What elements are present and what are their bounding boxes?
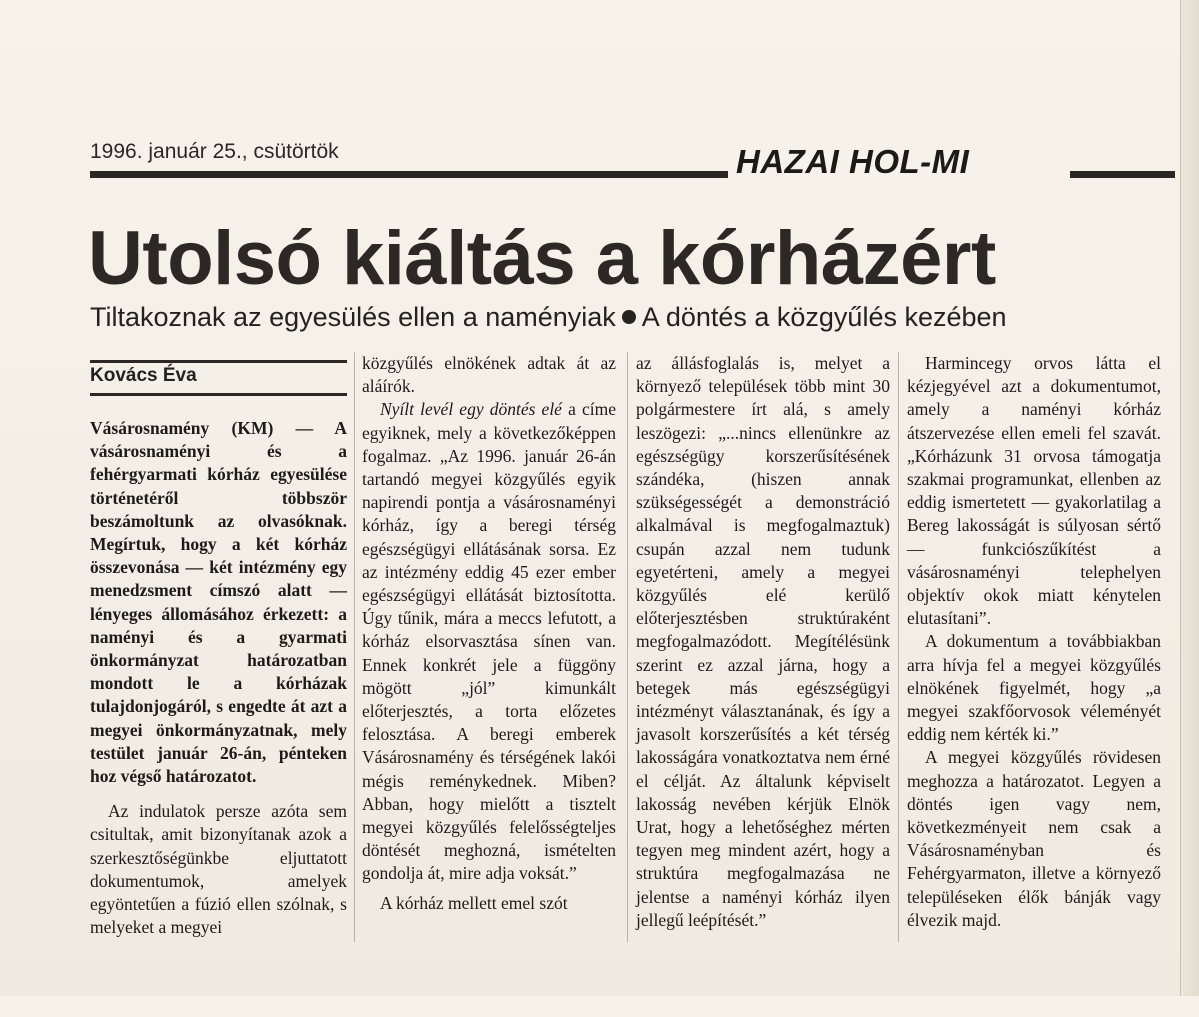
body-paragraph: Harmincegy orvos látta el kézjegyével azt a dokumentumot, amely a naményi kórház átszervezése ellen emeli fel szavát. „Kórházunk 31 orvosa támogatja szakmai programunkat, ellenben az eddig ismertetett — gyakorlatilag a Bereg lakosságát is súlyosan sértő — funkciószűkítést a vásárosnaményi telephelyen objektív okok miatt kénytelen elutasítani”.: [907, 353, 1161, 629]
article-subtitle: [90, 302, 1150, 333]
body-text: a címe egyiknek, mely a következőképpen fogalmaz. „Az 1996. január 26-án tartandó megyei közgyűlés egyik napirendi pontja a vásárosnaményi kórház, így a beregi térség egészségügyi ellátásának sorsa. Ez az intézmény eddig 45 ezer ember egészségügyi ellátását biztosította. Úgy tűnik, mára a meccs lefutott, a kórház elsorvasztása sínen van. Ennek konkrét jele a függöny mögött „jól” kimunkált előterjesztés, a torta előzetes felosztása. A beregi emberek Vásárosnamény és térségének lakói mégis reménykednek. Miben? Abban, hogy mielőtt a tisztelt megyei közgyűlés felelősségteljes döntését meghozná, ismételten gondolja át, mire adja voksát.”: [362, 399, 616, 884]
body-paragraph: A kórház mellett emel szót: [380, 892, 568, 913]
page-edge: [1180, 0, 1199, 996]
body-paragraph: Az indulatok persze azóta sem csitultak, amit bizonyítanak azok a szerkesztőségünkbe eljuttatott dokumentumok, amelyek egyöntetűen a fúzió ellen szólnak, s melyeket a megyei: [90, 801, 347, 938]
body-paragraph: A megyei közgyűlés rövidesen meghozza a határozatot. Legyen a döntés igen vagy nem, következményeit nem csak a Vásárosnaményban és Fehérgyarmaton, illetve a környező településeken élők bánják vagy élvezik majd.: [907, 747, 1161, 930]
article-column-4: [907, 352, 1161, 952]
subtitle-part-1: Tiltakoznak az egyesülés ellen a naményiak: [90, 302, 616, 332]
column-divider: [898, 352, 899, 942]
article-column-1: [90, 417, 347, 1017]
quoted-title: Nyílt levél egy döntés elé: [380, 399, 562, 420]
body-paragraph: közgyűlés elnökének adtak át az aláírók.: [362, 353, 616, 397]
body-paragraph: [362, 398, 616, 885]
column-divider: [627, 352, 628, 942]
body-paragraph: az állásfoglalás is, melyet a környező települések több mint 30 polgármestere írt alá, s amely leszögezi: „...nincs ellenünkre az egészségügy korszerűsítésének szándéka, (hiszen annak szükségességét a demonstráció alkalmával is megfogalmaztuk) csupán azzal nem tudunk egyetérteni, amely a megyei közgyűlés elé kerülő előterjesztésben struktúraként megfogalmazódott. Megítélésünk szerint ez azzal járna, hogy a betegek más egészségügyi intézményt választanának, és így a javasolt korszerűsítés a két térség lakosságára vonatkoztatva nem érné el célját. Az általunk képviselt lakosság nevében kérjük Elnök Urat, hogy a lehetőséghez mérten tegyen meg mindent azért, hogy a struktúra megfogalmazása ne jelentse a naményi kórház ilyen jellegű leépítését.”: [636, 353, 890, 930]
author-rule-top: [90, 360, 347, 363]
header-rule-right: [1070, 171, 1175, 178]
section-title: HAZAI HOL-MI: [736, 143, 970, 180]
body-paragraph: A dokumentum a továbbiakban arra hívja fel a megyei közgyűlés elnökének figyelmét, hogy „a megyei szakfőorvosok véleményét eddig nem kérték ki.”: [907, 631, 1161, 745]
lead-paragraph: Vásárosnamény (KM) — A vásárosnaményi és a fehérgyarmati kórház egyesülése történetéről többször beszámoltunk az olvasóknak. Megírtuk, hogy a két kórház összevonása — két intézmény egy menedzsment címszó alatt — lényeges állomásához érkezett: a naményi és a gyarmati önkormányzat határozatban mondott le a kórházak tulajdonjogáról, s engedte át azt a megyei önkormányzatnak, mely testület január 26-án, pénteken hoz végső határozatot.: [90, 418, 347, 787]
header-rule-left: [90, 171, 728, 178]
issue-date: 1996. január 25., csütörtök: [90, 140, 339, 163]
article-headline: Utolsó kiáltás a kórházért: [88, 216, 996, 301]
bullet-icon: [622, 310, 636, 324]
article-column-3: [636, 352, 890, 952]
article-column-2: [362, 352, 616, 952]
author-byline: Kovács Éva: [90, 365, 197, 386]
subtitle-part-2: A döntés a közgyűlés kezében: [641, 302, 1007, 332]
column-divider: [354, 352, 355, 942]
author-rule-bottom: [90, 393, 347, 396]
